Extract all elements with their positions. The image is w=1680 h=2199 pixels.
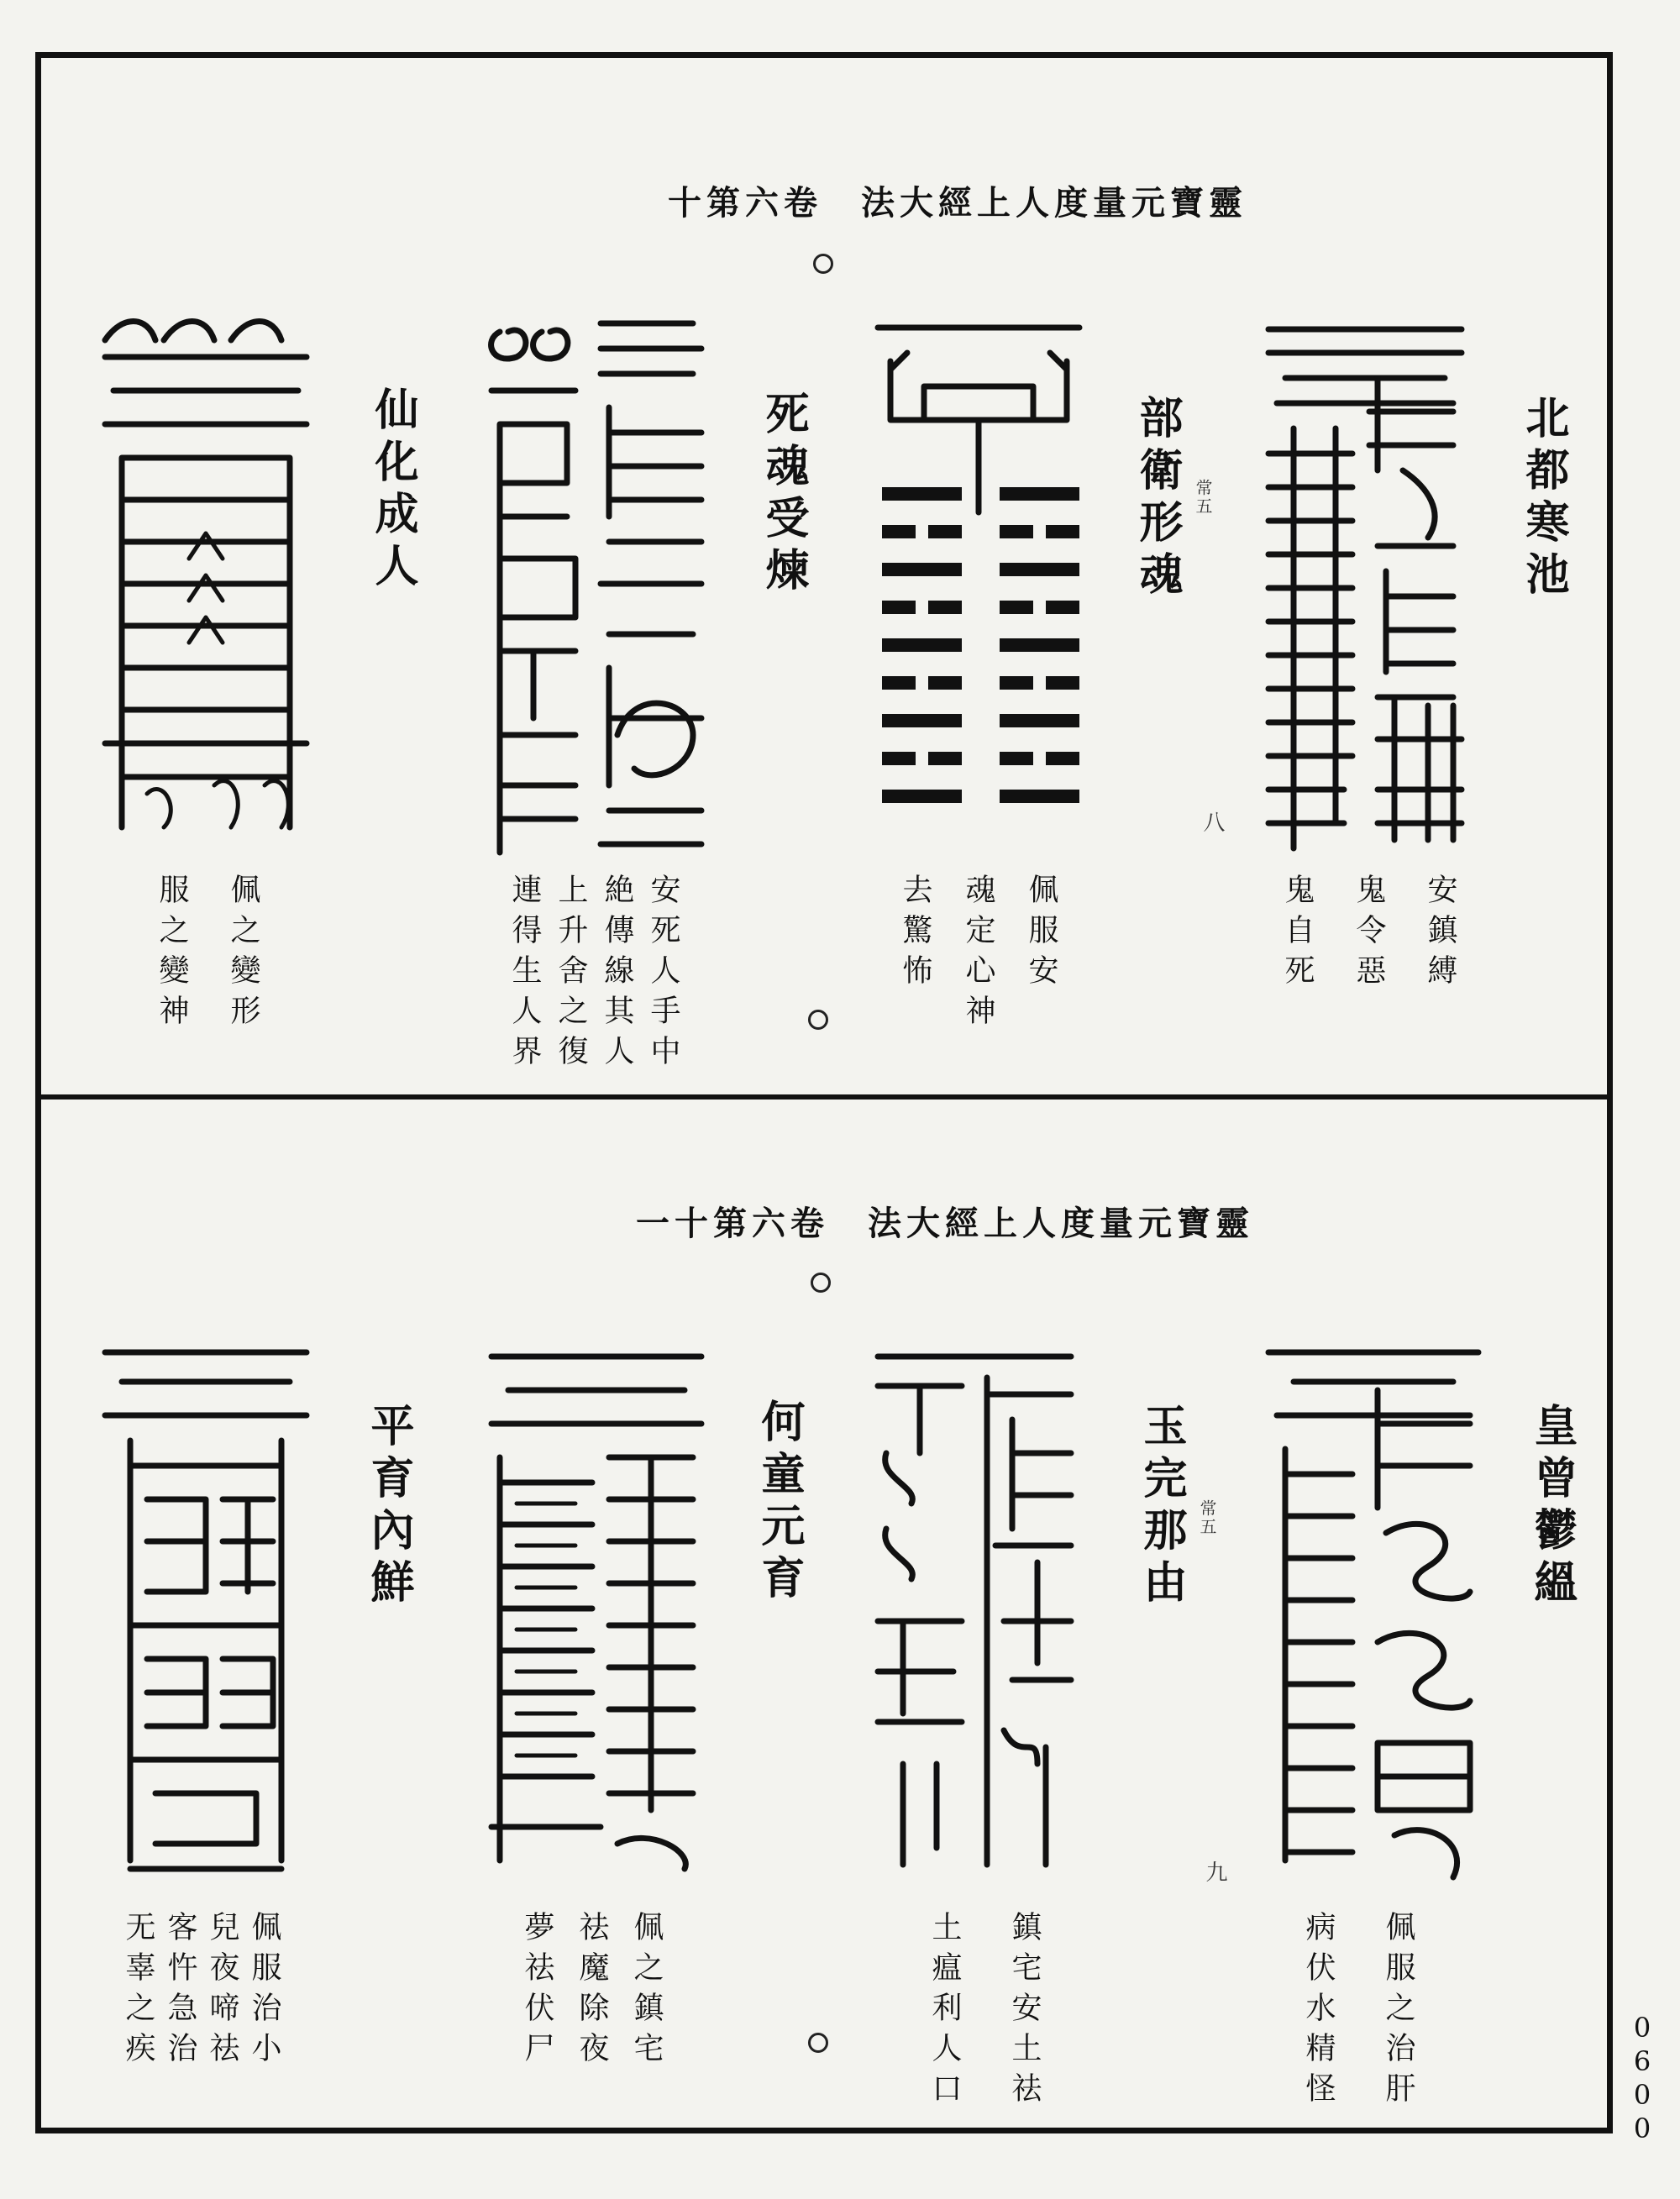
talisman-caption-line: 絶傳線其人 — [600, 874, 634, 1075]
talisman-caption-line: 鬼令惡 — [1352, 874, 1386, 995]
talisman-title: 部衛形魂 — [1131, 395, 1183, 603]
binding-hole-icon — [811, 1273, 831, 1293]
page-number: 0600 — [1626, 2012, 1658, 2146]
talisman-caption-line: 佩服安 — [1024, 874, 1058, 995]
talisman-glyph — [483, 315, 710, 861]
talisman-caption-line: 兒夜啼祛 — [205, 1911, 239, 2072]
talisman-title: 北都寒池 — [1518, 395, 1569, 603]
talisman-glyph — [97, 307, 315, 853]
talisman-caption-line: 上升舍之復 — [554, 874, 588, 1075]
talisman-caption-line: 安死人手中 — [646, 874, 680, 1075]
talisman-caption-line: 祛魔除夜 — [575, 1911, 609, 2072]
talisman-caption-line: 魂定心神 — [961, 874, 995, 1035]
talisman-caption-line: 无辜之疾 — [121, 1911, 155, 2072]
binding-hole-icon — [813, 254, 833, 274]
panel-divider — [35, 1094, 1613, 1100]
talisman-caption-line: 佩服之治肝 — [1381, 1911, 1415, 2112]
talisman-title: 死魂受煉 — [758, 391, 809, 599]
talisman-glyph — [869, 1344, 1079, 1873]
talisman-note: 常五 — [1197, 1499, 1217, 1536]
talisman-glyph — [1260, 319, 1470, 857]
talisman-glyph — [874, 319, 1084, 840]
talisman-caption-line: 病伏水精怪 — [1301, 1911, 1336, 2112]
talisman-caption-line: 土瘟利人口 — [927, 1911, 962, 2112]
side-mark: 九 — [1202, 1860, 1227, 1884]
binding-hole-icon — [808, 2033, 828, 2053]
side-mark: 八 — [1200, 811, 1225, 834]
top-panel-header: 十第六卷 法大經上人度量元寶靈 — [668, 183, 1247, 223]
talisman-title: 皇曾鬱縕 — [1526, 1403, 1578, 1611]
talisman-title: 仙化成人 — [367, 386, 418, 595]
talisman-glyph — [483, 1340, 710, 1877]
talisman-caption-line: 連得生人界 — [507, 874, 542, 1075]
talisman-title: 玉完那由 — [1136, 1403, 1187, 1611]
talisman-title: 何童元育 — [753, 1399, 805, 1607]
talisman-caption-line: 安鎮縛 — [1423, 874, 1457, 995]
binding-hole-icon — [808, 1010, 828, 1030]
talisman-glyph — [1260, 1340, 1487, 1886]
talisman-title: 平育內鮮 — [363, 1403, 414, 1611]
talisman-note: 常五 — [1193, 479, 1213, 516]
talisman-caption-line: 服之變神 — [155, 874, 189, 1035]
talisman-caption-line: 佩之鎮宅 — [629, 1911, 664, 2072]
talisman-caption-line: 客忤急治 — [163, 1911, 197, 2072]
talisman-caption-line: 佩服治小 — [247, 1911, 281, 2072]
talisman-glyph — [97, 1340, 315, 1877]
talisman-caption-line: 鬼自死 — [1280, 874, 1315, 995]
talisman-caption-line: 鎮宅安土祛 — [1007, 1911, 1042, 2112]
talisman-caption-line: 佩之變形 — [226, 874, 260, 1035]
talisman-caption-line: 去驚怖 — [898, 874, 932, 995]
talisman-caption-line: 夢祛伏尸 — [520, 1911, 554, 2072]
bottom-panel-header: 一十第六卷 法大經上人度量元寶靈 — [636, 1204, 1254, 1243]
